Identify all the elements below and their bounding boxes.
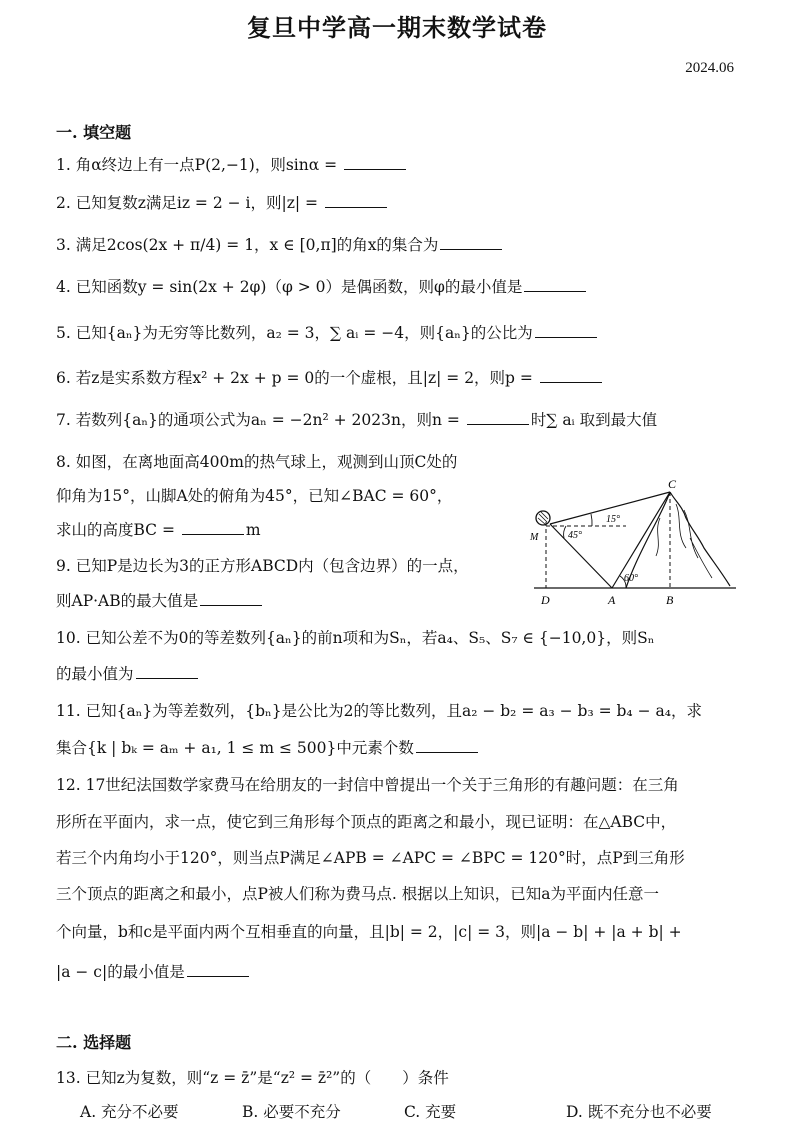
arc-45	[564, 526, 566, 538]
question-8-line-2: 仰角为15°，山脚A处的俯角为45°，已知∠BAC = 60°，	[56, 487, 453, 505]
label-a: A	[608, 593, 616, 607]
question-7: 7. 若数列{aₙ}的通项公式为aₙ = −2n² + 2023n，则n = 时∑ aᵢ 取到最大值	[56, 411, 658, 429]
label-45deg: 45°	[568, 530, 582, 541]
question-11-line-1: 11. 已知{aₙ}为等差数列，{bₙ}是公比为2的等比数列，且a₂ − b₂ = a₃ − b₃ = b₄ − a₄，求	[56, 702, 702, 720]
question-5: 5. 已知{aₙ}为无穷等比数列，a₂ = 3，∑ aᵢ = −4，则{aₙ}的公比为	[56, 323, 738, 343]
question-11-line-2: 集合{k | bₖ = aₘ + a₁, 1 ≤ m ≤ 500}中元素个数	[56, 738, 738, 758]
choice-c[interactable]: C. 充要	[404, 1103, 457, 1121]
question-2: 2. 已知复数z满足iz = 2 − i，则|z| =	[56, 193, 738, 213]
question-12-line-4: 三个顶点的距离之和最小，点P被人们称为费马点. 根据以上知识，已知a为平面内任意一	[56, 885, 660, 903]
question-13-choices	[80, 1100, 728, 1122]
label-15deg: 15°	[606, 514, 620, 525]
answer-blank[interactable]	[182, 520, 244, 535]
question-12-line-1: 12. 17世纪法国数学家费马在给朋友的一封信中曾提出一个关于三角形的有趣问题：在三角	[56, 776, 679, 794]
question-10-line-2: 的最小值为	[56, 664, 738, 684]
question-10-line-1: 10. 已知公差不为0的等差数列{aₙ}的前n项和为Sₙ，若a₄、S₅、S₇ ∈ {−10,0}，则Sₙ	[56, 629, 655, 647]
answer-blank[interactable]	[535, 323, 597, 338]
answer-blank[interactable]	[467, 410, 529, 425]
question-9-line-2: 则AP·AB的最大值是	[56, 591, 738, 611]
answer-blank[interactable]	[440, 235, 502, 250]
question-9-line-1: 9. 已知P是边长为3的正方形ABCD内（包含边界）的一点，	[56, 557, 469, 575]
label-c: C	[668, 478, 677, 491]
question-8-line-1: 8. 如图，在离地面高400m的热气球上，观测到山顶C处的	[56, 453, 458, 471]
arc-15	[591, 514, 592, 526]
label-d: D	[541, 593, 550, 607]
balloon-mountain-figure	[526, 478, 742, 612]
question-8-line-3: 求山的高度BC = m	[56, 521, 261, 539]
mountain-right-slope	[670, 492, 730, 586]
question-12-line-5: 个向量，b和c是平面内两个互相垂直的向量，且|b| = 2，|c| = 3，则|a − b| + |a + b| +	[56, 923, 682, 941]
label-60deg: 60°	[624, 573, 638, 584]
section-multiple-choice: 二. 选择题	[56, 1033, 132, 1052]
mountain-texture	[656, 504, 712, 578]
question-3: 3. 满足2cos(2x + π/4) = 1，x ∈ [0,π]的角x的集合为	[56, 235, 738, 255]
question-1: 1. 角α终边上有一点P(2,−1)，则sinα =	[56, 155, 738, 175]
choice-d[interactable]: D. 既不充分也不必要	[566, 1103, 712, 1121]
choice-b[interactable]: B. 必要不充分	[242, 1103, 341, 1121]
answer-blank[interactable]	[325, 193, 387, 208]
answer-blank[interactable]	[540, 368, 602, 383]
answer-blank[interactable]	[136, 664, 198, 679]
question-13: 13. 已知z为复数，则“z = z̄”是“z² = z̄²”的（ ）条件	[56, 1069, 449, 1087]
exam-date: 2024.06	[685, 60, 734, 76]
question-12-line-3: 若三个内角均小于120°，则当点P满足∠APB = ∠APC = ∠BPC = 120°时，点P到三角形	[56, 849, 685, 867]
label-m: M	[530, 532, 539, 543]
answer-blank[interactable]	[200, 591, 262, 606]
question-4: 4. 已知函数y = sin(2x + 2φ)（φ > 0）是偶函数，则φ的最小值是	[56, 277, 738, 297]
question-12-line-6: |a − c|的最小值是	[56, 962, 738, 982]
answer-blank[interactable]	[524, 277, 586, 292]
answer-blank[interactable]	[416, 738, 478, 753]
question-6: 6. 若z是实系数方程x² + 2x + p = 0的一个虚根，且|z| = 2，则p =	[56, 368, 738, 388]
choice-a[interactable]: A. 充分不必要	[80, 1103, 179, 1121]
answer-blank[interactable]	[344, 155, 406, 170]
exam-title: 复旦中学高一期末数学试卷	[247, 13, 547, 42]
figure-svg	[526, 478, 742, 612]
line-ac	[612, 492, 670, 588]
answer-blank[interactable]	[187, 962, 249, 977]
section-fill-blank: 一. 填空题	[56, 123, 132, 142]
question-12-line-2: 形所在平面内，求一点，使它到三角形每个顶点的距离之和最小，现已证明：在△ABC中，	[56, 813, 677, 831]
label-b: B	[666, 593, 674, 607]
